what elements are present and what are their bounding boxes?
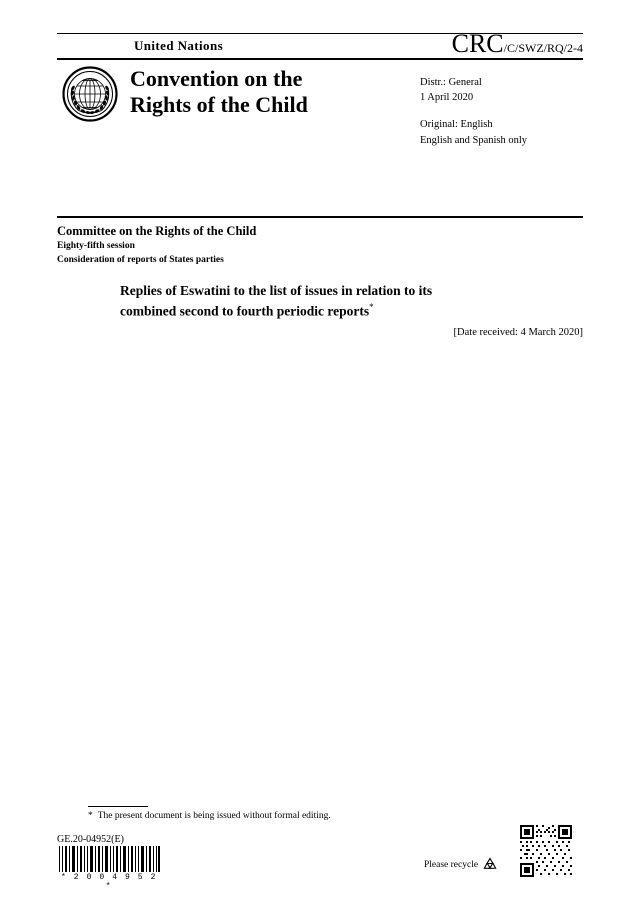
organization-label: United Nations	[134, 38, 224, 53]
footnote	[88, 810, 548, 823]
page-title	[120, 281, 520, 321]
document-symbol	[452, 29, 583, 59]
masthead-line-1: Convention on the	[130, 66, 303, 91]
committee-session: Eighty-fifth session	[57, 240, 135, 251]
footnote-text: The present document is being issued without formal editing.	[97, 811, 331, 821]
recycle-label: Please recycle	[424, 860, 479, 870]
masthead-title	[130, 66, 390, 118]
distribution-date: 1 April 2020	[420, 92, 474, 104]
distribution-block	[420, 75, 590, 148]
original-language: Original: English	[420, 119, 493, 131]
footnote-rule	[88, 806, 148, 807]
date-received: [Date received: 4 March 2020]	[453, 327, 583, 338]
qr-code	[518, 823, 574, 879]
footnote-marker: *	[88, 811, 93, 821]
section-rule	[57, 216, 583, 218]
symbol-suffix: /C/SWZ/RQ/2-4	[503, 41, 583, 55]
available-languages: English and Spanish only	[420, 134, 528, 146]
un-emblem-icon	[62, 66, 118, 122]
title-footnote-marker: *	[369, 301, 374, 312]
recycle-note	[424, 856, 499, 874]
barcode-icon	[57, 846, 161, 872]
title-line-1: Replies of Eswatini to the list of issues in relation to its	[120, 283, 433, 298]
committee-block	[57, 223, 583, 267]
barcode	[57, 846, 161, 891]
committee-name: Committee on the Rights of the Child	[57, 224, 257, 238]
title-line-2: combined second to fourth periodic reports	[120, 303, 370, 319]
recycle-icon	[481, 856, 499, 874]
symbol-prefix: CRC	[451, 29, 504, 58]
distribution-type: Distr.: General	[420, 77, 482, 88]
barcode-text: * 2 0 0 4 9 5 2 *	[60, 873, 157, 891]
committee-agenda-item: Consideration of reports of States parties	[57, 254, 224, 265]
job-number: GE.20-04952(E)	[57, 834, 124, 845]
distribution-spacer	[420, 105, 590, 117]
masthead-line-2: Rights of the Child	[130, 91, 308, 117]
